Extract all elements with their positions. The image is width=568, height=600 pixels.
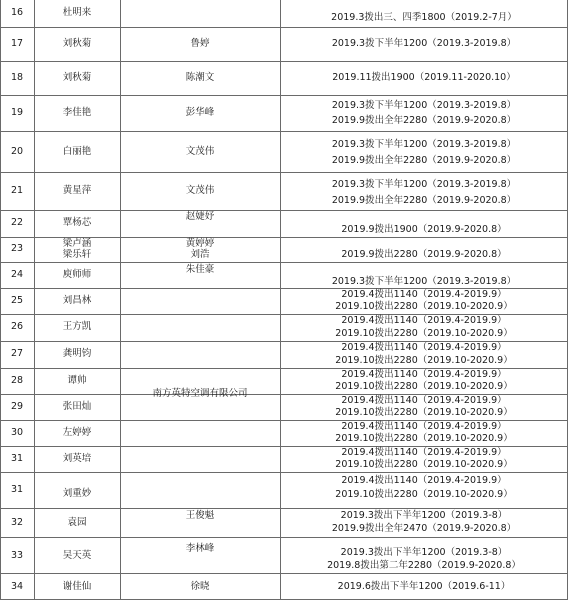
payment-line: 2019.9拨出1900（2019.9-2020.8） bbox=[341, 224, 507, 235]
contact-cell: 徐晓 bbox=[190, 581, 210, 592]
column-divider bbox=[280, 0, 281, 600]
contact-cell: 鲁婷 bbox=[190, 38, 210, 49]
payment-line: 2019.6拨出下半年1200（2019.6-11） bbox=[337, 581, 511, 592]
row-number: 24 bbox=[10, 269, 24, 280]
payment-line: 2019.10拨出2280（2019.10-2020.9） bbox=[335, 433, 513, 444]
row-number: 22 bbox=[10, 217, 24, 228]
contact-cell: 王俊魁 bbox=[185, 510, 215, 521]
payment-line: 2019.10拨出2280（2019.10-2020.9） bbox=[335, 407, 513, 418]
column-divider bbox=[120, 0, 121, 600]
row-divider bbox=[0, 472, 568, 473]
payment-line: 2019.9拨出全年2280（2019.9-2020.8） bbox=[331, 115, 517, 126]
row-number: 26 bbox=[10, 321, 24, 332]
name-cell: 左婷婷 bbox=[62, 427, 92, 438]
payment-line: 2019.4拨出1140（2019.4-2019.9） bbox=[341, 289, 507, 300]
row-number: 27 bbox=[10, 348, 24, 359]
payment-line: 2019.8拨出第二年2280（2019.9-2020.8） bbox=[327, 560, 521, 571]
payment-line: 2019.9拨出全年2470（2019.9-2020.8） bbox=[331, 523, 517, 534]
payment-line: 2019.4拨出1140（2019.4-2019.9） bbox=[341, 369, 507, 380]
name-cell: 李佳艳 bbox=[62, 107, 92, 118]
row-number: 30 bbox=[10, 427, 24, 438]
payment-line: 2019.4拨出1140（2019.4-2019.9） bbox=[341, 421, 507, 432]
row-divider bbox=[0, 27, 568, 28]
contact-cell: 李林峰 bbox=[185, 543, 215, 554]
contact-cell: 陈潮文 bbox=[185, 72, 215, 83]
row-number: 31 bbox=[10, 484, 24, 495]
name-cell: 黄星萍 bbox=[62, 185, 92, 196]
name-cell: 梁卢涵 bbox=[62, 238, 92, 249]
contact-cell: 文茂伟 bbox=[185, 185, 215, 196]
row-number: 20 bbox=[10, 146, 24, 157]
row-number: 28 bbox=[10, 375, 24, 386]
payment-line: 2019.3拨出下半年1200（2019.3-8） bbox=[340, 510, 508, 521]
row-number: 16 bbox=[10, 7, 24, 18]
row-divider bbox=[0, 537, 568, 538]
contact-cell: 黄婷婷 bbox=[185, 238, 215, 249]
row-divider bbox=[0, 61, 568, 62]
name-cell: 刘昌林 bbox=[62, 295, 92, 306]
row-divider bbox=[0, 131, 568, 132]
payment-line: 2019.10拨出2280（2019.10-2020.9） bbox=[335, 328, 513, 339]
payment-line: 2019.4拨出1140（2019.4-2019.9） bbox=[341, 395, 507, 406]
name-cell: 刘英培 bbox=[62, 453, 92, 464]
row-divider bbox=[0, 172, 568, 173]
row-number: 32 bbox=[10, 517, 24, 528]
payment-line: 2019.3拨下半年1200（2019.3-2019.8） bbox=[331, 38, 517, 49]
row-number: 17 bbox=[10, 38, 24, 49]
payment-line: 2019.4拨出1140（2019.4-2019.9） bbox=[341, 315, 507, 326]
payment-line: 2019.3拨下半年1200（2019.3-2019.8） bbox=[331, 139, 517, 150]
payment-line: 2019.10拨出2280（2019.10-2020.9） bbox=[335, 489, 513, 500]
row-number: 33 bbox=[10, 550, 24, 561]
contact-cell: 刘浩 bbox=[190, 249, 210, 260]
payment-line: 2019.10拨出2280（2019.10-2020.9） bbox=[335, 459, 513, 470]
row-number: 19 bbox=[10, 107, 24, 118]
payment-line: 2019.9拨出全年2280（2019.9-2020.8） bbox=[331, 155, 517, 166]
payment-line: 2019.3拨出三、四季1800（2019.2-7月） bbox=[331, 12, 517, 23]
payment-line: 2019.9拨出全年2280（2019.9-2020.8） bbox=[331, 195, 517, 206]
contact-cell: 朱佳豪 bbox=[185, 264, 215, 275]
payment-line: 2019.3拨下半年1200（2019.3-2019.8） bbox=[331, 100, 517, 111]
name-cell: 谢佳仙 bbox=[62, 581, 92, 592]
name-cell: 刘秋菊 bbox=[62, 38, 92, 49]
name-cell: 覃杨芯 bbox=[62, 217, 92, 228]
payment-line: 2019.10拨出2280（2019.10-2020.9） bbox=[335, 301, 513, 312]
row-number: 29 bbox=[10, 401, 24, 412]
payment-line: 2019.3拨下半年1200（2019.3-2019.8） bbox=[331, 179, 517, 190]
row-divider bbox=[0, 210, 568, 211]
payment-line: 2019.4拨出1140（2019.4-2019.9） bbox=[341, 475, 507, 486]
name-cell: 白丽艳 bbox=[62, 146, 92, 157]
row-number: 21 bbox=[10, 185, 24, 196]
contact-cell: 赵婕妤 bbox=[185, 211, 215, 222]
row-divider bbox=[0, 573, 568, 574]
row-number: 34 bbox=[10, 581, 24, 592]
name-cell: 龚明钧 bbox=[62, 348, 92, 359]
name-cell: 刘秋菊 bbox=[62, 72, 92, 83]
row-number: 23 bbox=[10, 243, 24, 254]
name-cell: 袁园 bbox=[67, 517, 87, 528]
payment-line: 2019.4拨出1140（2019.4-2019.9） bbox=[341, 342, 507, 353]
payment-line: 2019.11拨出1900（2019.11-2020.10） bbox=[332, 72, 516, 83]
contact-cell: 彭华峰 bbox=[185, 107, 215, 118]
name-cell: 刘重妙 bbox=[62, 488, 92, 499]
payment-line: 2019.3拨出下半年1200（2019.3-8） bbox=[340, 547, 508, 558]
name-cell: 梁乐轩 bbox=[62, 249, 92, 260]
payment-line: 2019.9拨出2280（2019.9-2020.8） bbox=[341, 249, 507, 260]
name-cell: 庾师师 bbox=[62, 269, 92, 280]
name-cell: 吴天英 bbox=[62, 550, 92, 561]
payment-line: 2019.3拨下半年1200（2019.3-2019.8） bbox=[331, 276, 517, 287]
name-cell: 杜明来 bbox=[62, 7, 92, 18]
payment-line: 2019.4拨出1140（2019.4-2019.9） bbox=[341, 447, 507, 458]
row-number: 18 bbox=[10, 72, 24, 83]
name-cell: 张田灿 bbox=[62, 401, 92, 412]
name-cell: 谭帅 bbox=[67, 375, 87, 386]
row-divider bbox=[0, 262, 568, 263]
row-number: 25 bbox=[10, 295, 24, 306]
payment-line: 2019.10拨出2280（2019.10-2020.9） bbox=[335, 381, 513, 392]
name-cell: 王方凯 bbox=[62, 321, 92, 332]
company-cell: 南方英特空调有限公司 bbox=[152, 388, 248, 399]
payment-line: 2019.10拨出2280（2019.10-2020.9） bbox=[335, 355, 513, 366]
row-divider bbox=[0, 95, 568, 96]
contact-cell: 文茂伟 bbox=[185, 146, 215, 157]
row-number: 31 bbox=[10, 453, 24, 464]
row-divider bbox=[0, 508, 568, 509]
